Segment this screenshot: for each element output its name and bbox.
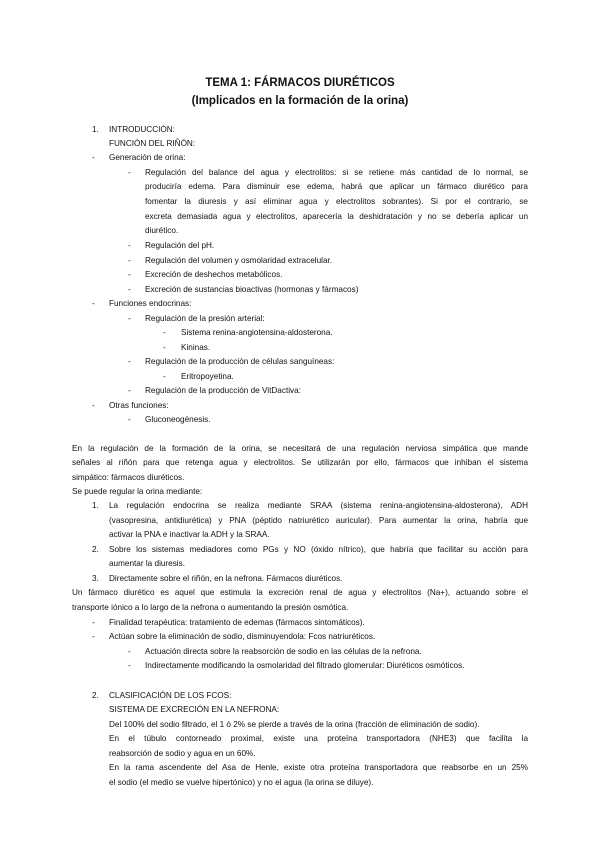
section-number: 1. (92, 125, 99, 134)
bullet-dash: - (92, 299, 95, 308)
paragraph-line: aumentar la diuresis. (109, 559, 185, 568)
paragraph-line: En el túbulo contorneado proximal, existe una proteína transportadora (NHE3) que facilita la (109, 734, 528, 743)
bullet-dash: - (92, 632, 95, 641)
section-number: 2. (92, 691, 99, 700)
section-subheading: FUNCIÓN DEL RIÑÓN: (109, 139, 196, 148)
list-number: 1. (92, 501, 99, 510)
list-item: Funciones endocrinas: (109, 299, 192, 308)
bullet-dash: - (128, 241, 131, 250)
list-item: Generación de orina: (109, 153, 186, 162)
paragraph-line: activar la PNA e inactivar la ADH y la SRAA. (109, 530, 270, 539)
paragraph-line: reabsorción de sodio y agua en un 60%. (109, 749, 256, 758)
list-item: Regulación del volumen y osmolaridad extracelular. (145, 256, 333, 265)
list-number: 3. (92, 574, 99, 583)
paragraph-line: (vasopresina, antidiurética) y PNA (péptido natriurético auricular). Para aumentar la orina, habría que (109, 516, 528, 525)
list-number: 2. (92, 545, 99, 554)
bullet-dash: - (128, 314, 131, 323)
paragraph-line: Regulación del balance del agua y electrolitos: si se retiene más cantidad de lo normal, se (145, 168, 528, 177)
paragraph-line: La regulación endocrina se realiza mediante SRAA (sistema renina-angiotensina-aldosterona), ADH (109, 501, 528, 510)
bullet-dash: - (128, 285, 131, 294)
bullet-dash: - (128, 386, 131, 395)
paragraph-line: fomentar la diuresis y así eliminar agua y electrolitos sobrantes). Si por el contrario, se (145, 197, 528, 206)
bullet-dash: - (128, 647, 131, 656)
bullet-dash: - (128, 661, 131, 670)
list-item: Sistema renina-angiotensina-aldosterona. (181, 328, 333, 337)
section-heading: CLASIFICACIÓN DE LOS FCOS: (109, 691, 232, 700)
list-item: Regulación de la producción de células sanguíneas: (145, 357, 335, 366)
bullet-dash: - (128, 270, 131, 279)
paragraph-line: transporte iónico a lo largo de la nefrona o aumentando la presión osmótica. (72, 603, 349, 612)
paragraph-line: el sodio (el medio se vuelve hipertónico) y no el agua (la orina se diluye). (109, 778, 374, 787)
list-item: Excreción de sustancias bioactivas (hormonas y fármacos) (145, 285, 359, 294)
bullet-dash: - (128, 357, 131, 366)
bullet-dash: - (92, 153, 95, 162)
bullet-dash: - (163, 372, 166, 381)
bullet-dash: - (128, 168, 131, 177)
list-item: Indirectamente modificando la osmolaridad del filtrado glomerular: Diuréticos osmóticos. (145, 661, 465, 670)
list-item: Kininas. (181, 343, 211, 352)
list-item: Gluconeogénesis. (145, 415, 211, 424)
bullet-dash: - (92, 618, 95, 627)
paragraph-line: Del 100% del sodio filtrado, el 1 ó 2% se pierde a través de la orina (fracción de eliminación de sodio). (109, 720, 480, 729)
list-item: Finalidad terapéutica: tratamiento de edemas (fármacos sintomáticos). (109, 618, 365, 627)
list-item: Eritropoyetina. (181, 372, 234, 381)
list-item: Regulación del pH. (145, 241, 215, 250)
paragraph-line: Directamente sobre el riñón, en la nefrona. Fármacos diuréticos. (109, 574, 343, 583)
bullet-dash: - (128, 256, 131, 265)
section-subheading: SISTEMA DE EXCRECIÓN EN LA NEFRONA: (109, 705, 280, 714)
paragraph-line: En la rama ascendente del Asa de Henle, existe otra proteína transportadora que reabsorbe en un 25% (109, 763, 528, 772)
document-subtitle: (Implicados en la formación de la orina) (191, 95, 409, 107)
paragraph-line: En la regulación de la formación de la orina, se necesitará de una regulación nerviosa simpática que mande (72, 444, 528, 453)
bullet-dash: - (163, 343, 166, 352)
list-item: Otras funciones: (109, 401, 169, 410)
list-item: Regulación de la producción de VitDactiva: (145, 386, 301, 395)
paragraph-line: Se puede regular la orina mediante: (72, 487, 203, 496)
paragraph-line: Un fármaco diurético es aquel que estimula la excreción renal de agua y electrolitos (Na+), actuando sobre el (72, 588, 528, 597)
list-item: Excreción de deshechos metabólicos. (145, 270, 283, 279)
paragraph-line: produciría edema. Para disminuir ese edema, habrá que aplicar un fármaco diurético para (145, 182, 528, 191)
bullet-dash: - (92, 401, 95, 410)
bullet-dash: - (163, 328, 166, 337)
paragraph-line: excreta demasiada agua y electrolitos, aparecería la deshidratación y no se debería aplicar un (145, 212, 528, 221)
paragraph-line: diurético. (145, 226, 179, 235)
list-item: Actuación directa sobre la reabsorción de sodio en las células de la nefrona. (145, 647, 422, 656)
list-item: Actúan sobre la eliminación de sodio, disminuyendola: Fcos natriuréticos. (109, 632, 376, 641)
document-title: TEMA 1: FÁRMACOS DIURÉTICOS (205, 77, 395, 89)
bullet-dash: - (128, 415, 131, 424)
paragraph-line: señales al riñón para que retenga agua y electrolitos. Se utilizarán por ello, fármacos que inhiban el sistema (72, 458, 528, 467)
paragraph-line: simpático: fármacos diuréticos. (72, 473, 185, 482)
section-heading: INTRODUCCIÓN: (109, 125, 175, 134)
paragraph-line: Sobre los sistemas mediadores como PGs y NO (óxido nítrico), que habría que facilitar su acción para (109, 545, 528, 554)
list-item: Regulación de la presión arterial: (145, 314, 265, 323)
